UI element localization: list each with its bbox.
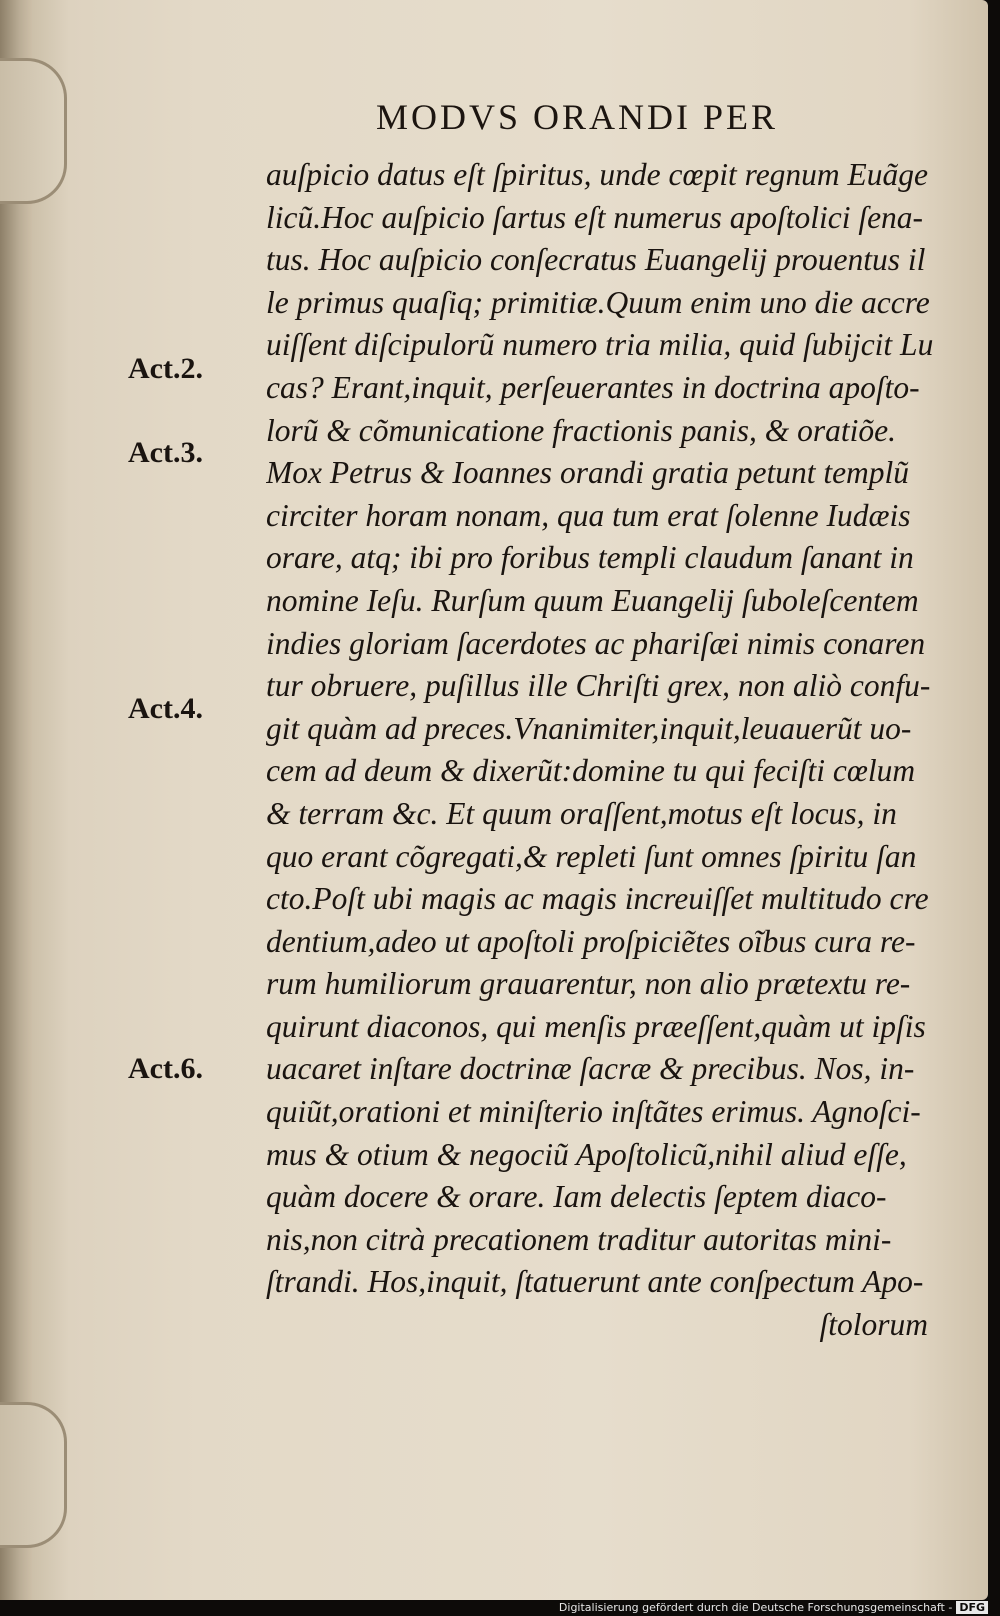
margin-note-act-6: Act.6. bbox=[128, 1052, 203, 1085]
text-line: ſtrandi. Hos,inquit, ſtatuerunt ante conſpectum Apo- bbox=[266, 1264, 924, 1300]
text-line: indies gloriam ſacerdotes ac phariſæi nimis conaren bbox=[266, 625, 926, 661]
running-head: MODVS ORANDI PER bbox=[376, 97, 779, 137]
digitization-footer bbox=[559, 1601, 988, 1614]
page-gutter bbox=[0, 0, 32, 1600]
footer-text: Digitalisierung gefördert durch die Deutsche Forschungsgemeinschaft - bbox=[558, 1601, 953, 1614]
clasp-tab-bottom bbox=[0, 1402, 67, 1548]
text-line: licũ.Hoc auſpicio ſartus eſt numerus apoſtolici ſena- bbox=[266, 199, 924, 235]
text-line: mus & otium & negociũ Apoſtolicũ,nihil aliud eſſe, bbox=[266, 1136, 907, 1172]
margin-note-act-2: Act.2. bbox=[128, 352, 203, 385]
text-line: nomine Ieſu. Rurſum quum Euangelij ſuboleſcentem bbox=[266, 582, 919, 618]
catchword: ſtolorum bbox=[819, 1307, 928, 1343]
text-line: Mox Petrus & Ioannes orandi gratia petunt templũ bbox=[266, 455, 910, 491]
clasp-tab-top bbox=[0, 58, 67, 204]
main-text bbox=[266, 154, 946, 1347]
text-line: git quàm ad preces.Vnanimiter,inquit,leuauerũt uo- bbox=[266, 710, 912, 746]
text-line: uiſſent diſcipulorũ numero tria milia, quid ſubijcit Lu bbox=[266, 327, 934, 363]
margin-note-act-4: Act.4. bbox=[128, 692, 203, 725]
text-line: cto.Poſt ubi magis ac magis increuiſſet multitudo cre bbox=[266, 881, 929, 917]
text-line: uacaret inſtare doctrinæ ſacræ & precibus. Nos, in- bbox=[266, 1051, 915, 1087]
text-line: circiter horam nonam, qua tum erat ſolenne Iudæis bbox=[266, 497, 911, 533]
text-line: quiũt,orationi et miniſterio inſtãtes erimus. Agnoſci- bbox=[266, 1094, 921, 1130]
text-line: orare, atq; ibi pro foribus templi claudum ſanant in bbox=[266, 540, 914, 576]
text-line: nis,non citrà precationem traditur autoritas mini- bbox=[266, 1221, 892, 1257]
text-line: quàm docere & orare. Iam delectis ſeptem diaco- bbox=[266, 1179, 887, 1215]
text-line: dentium,adeo ut apoſtoli proſpiciẽtes oĩbus cura re- bbox=[266, 923, 916, 959]
text-line: cem ad deum & dixerũt:domine tu qui feciſti cœlum bbox=[266, 753, 916, 789]
text-line: & terram &c. Et quum oraſſent,motus eſt locus, in bbox=[266, 795, 897, 831]
text-line: rum humiliorum grauarentur, non alio prætextu re- bbox=[266, 966, 911, 1002]
text-line: quirunt diaconos, qui menſis præeſſent,quàm ut ipſis bbox=[266, 1008, 926, 1044]
dfg-logo: DFG bbox=[956, 1601, 988, 1614]
text-line: tus. Hoc auſpicio conſecratus Euangelij prouentus il bbox=[266, 242, 926, 278]
text-line: cas? Erant,inquit, perſeuerantes in doctrina apoſto- bbox=[266, 369, 920, 405]
margin-note-act-3: Act.3. bbox=[128, 436, 203, 469]
text-line: quo erant cõgregati,& repleti ſunt omnes ſpiritu ſan bbox=[266, 838, 917, 874]
text-line: le primus quaſiq; primitiæ.Quum enim uno die accre bbox=[266, 284, 930, 320]
text-line: auſpicio datus eſt ſpiritus, unde cœpit regnum Euãge bbox=[266, 157, 929, 192]
text-line: lorũ & cõmunicatione fractionis panis, & oratiõe. bbox=[266, 412, 896, 448]
text-line: tur obruere, puſillus ille Chriſti grex, non aliò confu- bbox=[266, 668, 931, 704]
